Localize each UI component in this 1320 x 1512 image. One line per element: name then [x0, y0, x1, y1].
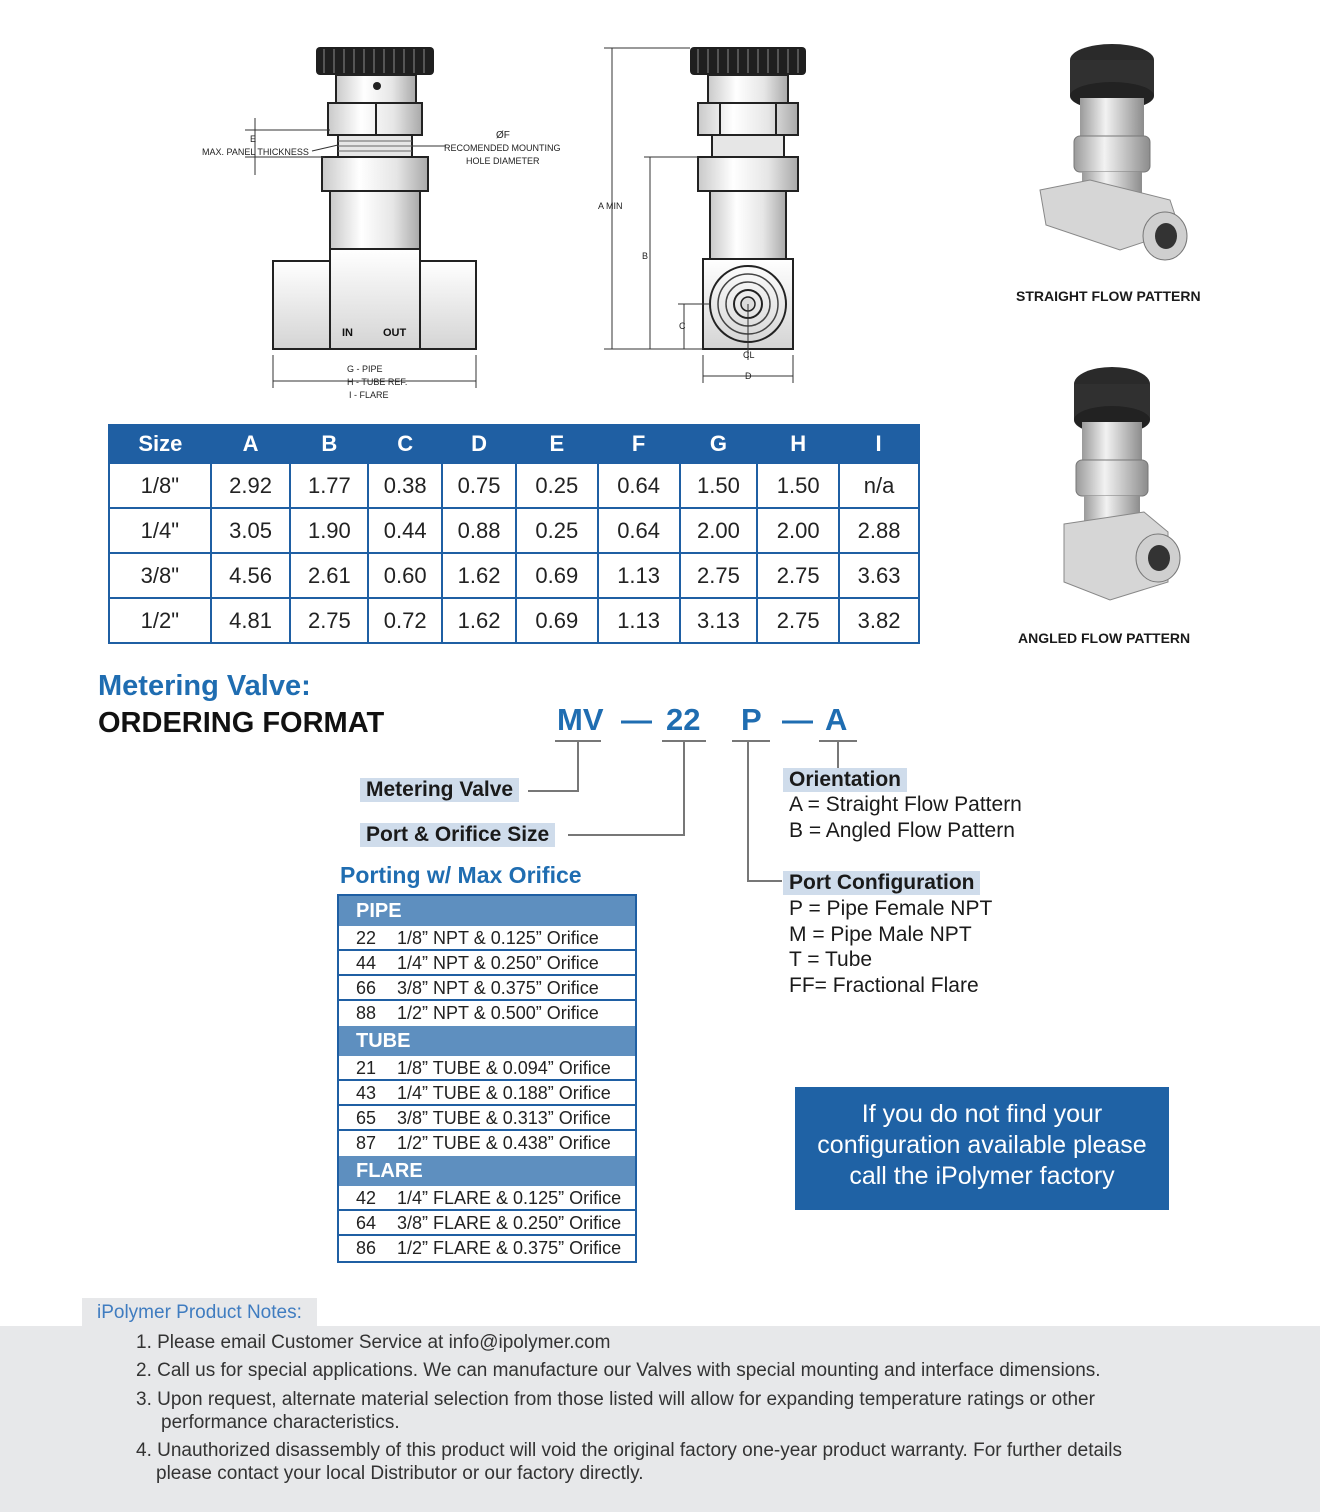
table-cell: 2.75	[757, 553, 839, 598]
note-3-cont: performance characteristics.	[161, 1412, 400, 1433]
b-label: B	[642, 251, 649, 261]
note-4-cont: please contact your local Distributor or our factory directly.	[156, 1463, 644, 1484]
orientation-option: B = Angled Flow Pattern	[789, 819, 1015, 842]
table-cell: 1.62	[442, 598, 516, 643]
porting-row	[339, 1081, 635, 1106]
notes-label: iPolymer Product Notes:	[82, 1298, 317, 1328]
note-4: 4. Unauthorized disassembly of this product will void the original factory one-year product warranty. For further details	[136, 1440, 1122, 1461]
e-label: E	[250, 134, 257, 144]
porting-row	[339, 1211, 635, 1236]
ordering-format-title: ORDERING FORMAT	[98, 707, 385, 739]
porting-code: 86	[356, 1238, 377, 1258]
table-cell: 1.62	[442, 553, 516, 598]
table-cell: 1.13	[598, 598, 680, 643]
table-cell: 0.44	[368, 508, 442, 553]
table-cell: n/a	[839, 463, 919, 508]
porting-desc: 1/4” NPT & 0.250” Orifice	[397, 953, 599, 973]
table-cell: 4.56	[211, 553, 291, 598]
port-config-title: Port Configuration	[783, 871, 980, 895]
table-cell: 2.00	[680, 508, 758, 553]
code-orient: A	[825, 702, 848, 737]
note-1: 1. Please email Customer Service at info@ipolymer.com	[136, 1332, 611, 1353]
orientation-title: Orientation	[783, 768, 907, 792]
metering-valve-label: Metering Valve	[360, 778, 519, 802]
col-header: H	[757, 425, 839, 463]
note-2: 2. Call us for special applications. We can manufacture our Valves with special mounting and interface dimensions.	[136, 1360, 1101, 1381]
porting-desc: 3/8” TUBE & 0.313” Orifice	[397, 1108, 611, 1128]
g-pipe-label: G - PIPE	[347, 364, 383, 374]
porting-row	[339, 1236, 635, 1261]
code-port: P	[741, 702, 762, 737]
table-cell: 1.50	[757, 463, 839, 508]
mounting-label-1: RECOMENDED MOUNTING	[444, 143, 561, 153]
porting-desc: 1/2” NPT & 0.500” Orifice	[397, 1003, 599, 1023]
porting-row	[339, 1001, 635, 1026]
port-config-option: T = Tube	[789, 948, 873, 971]
phi-f-label: ØF	[496, 130, 510, 141]
in-label: IN	[342, 327, 353, 339]
porting-code: 88	[356, 1003, 377, 1023]
table-cell: 2.00	[757, 508, 839, 553]
out-label: OUT	[383, 327, 407, 339]
table-cell: 1.50	[680, 463, 758, 508]
table-cell: 2.92	[211, 463, 291, 508]
table-cell: 1/8"	[109, 463, 211, 508]
porting-group-flare: FLARE	[339, 1156, 635, 1186]
porting-code: 65	[356, 1108, 377, 1128]
table-cell: 1/2"	[109, 598, 211, 643]
table-cell: 3.13	[680, 598, 758, 643]
porting-title: Porting w/ Max Orifice	[340, 862, 582, 888]
col-header: A	[211, 425, 291, 463]
table-cell: 2.75	[290, 598, 368, 643]
code-dash-1: —	[621, 702, 652, 737]
porting-code: 22	[356, 928, 377, 948]
table-cell: 3.05	[211, 508, 291, 553]
col-header: B	[290, 425, 368, 463]
table-cell: 0.25	[516, 463, 598, 508]
col-header: C	[368, 425, 442, 463]
port-config-option: FF= Fractional Flare	[789, 974, 979, 997]
porting-table	[337, 894, 637, 1263]
a-min-label: A MIN	[598, 201, 623, 211]
angled-flow-caption: ANGLED FLOW PATTERN	[1018, 630, 1191, 646]
table-cell: 0.88	[442, 508, 516, 553]
callout-line: If you do not find your	[861, 1100, 1103, 1128]
table-cell: 0.25	[516, 508, 598, 553]
table-cell: 1.77	[290, 463, 368, 508]
port-orifice-label: Port & Orifice Size	[360, 823, 555, 847]
centerline-label: CL	[743, 350, 755, 360]
porting-code: 87	[356, 1133, 377, 1153]
table-cell: 0.64	[598, 463, 680, 508]
porting-desc: 1/8” TUBE & 0.094” Orifice	[397, 1058, 611, 1078]
table-cell: 3/8"	[109, 553, 211, 598]
porting-desc: 3/8” NPT & 0.375” Orifice	[397, 978, 599, 998]
col-header: F	[598, 425, 680, 463]
col-header: G	[680, 425, 758, 463]
porting-row	[339, 1131, 635, 1156]
table-cell: 0.75	[442, 463, 516, 508]
code-size: 22	[666, 702, 701, 737]
table-cell: 0.69	[516, 598, 598, 643]
table-cell: 0.38	[368, 463, 442, 508]
callout-line: configuration available please	[817, 1131, 1147, 1159]
porting-code: 43	[356, 1083, 377, 1103]
metering-valve-title: Metering Valve:	[98, 670, 311, 702]
straight-flow-caption: STRAIGHT FLOW PATTERN	[1016, 288, 1201, 304]
table-cell: 1/4"	[109, 508, 211, 553]
i-flare-label: I - FLARE	[349, 390, 389, 400]
factory-callout	[795, 1087, 1169, 1210]
col-header: E	[516, 425, 598, 463]
porting-desc: 1/4” TUBE & 0.188” Orifice	[397, 1083, 611, 1103]
table-cell: 3.82	[839, 598, 919, 643]
porting-row	[339, 1186, 635, 1211]
porting-desc: 1/2” FLARE & 0.375” Orifice	[397, 1238, 622, 1258]
col-header: Size	[109, 425, 211, 463]
col-header: D	[442, 425, 516, 463]
porting-group-tube: TUBE	[339, 1026, 635, 1056]
port-config-option: M = Pipe Male NPT	[789, 923, 972, 946]
callout-line: call the iPolymer factory	[849, 1162, 1115, 1190]
porting-code: 42	[356, 1188, 377, 1208]
porting-code: 44	[356, 953, 377, 973]
table-cell: 2.61	[290, 553, 368, 598]
col-header: I	[839, 425, 919, 463]
table-cell: 1.90	[290, 508, 368, 553]
porting-row	[339, 976, 635, 1001]
orientation-option: A = Straight Flow Pattern	[789, 793, 1022, 816]
note-3: 3. Upon request, alternate material selection from those listed will allow for expanding temperature ratings or other	[136, 1389, 1095, 1410]
table-cell: 2.75	[757, 598, 839, 643]
code-dash-2: —	[782, 702, 813, 737]
porting-row	[339, 1106, 635, 1131]
porting-row	[339, 1056, 635, 1081]
porting-row	[339, 951, 635, 976]
h-tube-label: H - TUBE REF.	[347, 377, 408, 387]
table-cell: 0.64	[598, 508, 680, 553]
porting-group-pipe: PIPE	[339, 896, 635, 926]
code-mv: MV	[557, 702, 604, 737]
table-cell: 0.69	[516, 553, 598, 598]
mounting-label-2: HOLE DIAMETER	[466, 156, 540, 166]
porting-desc: 1/2” TUBE & 0.438” Orifice	[397, 1133, 611, 1153]
table-cell: 2.75	[680, 553, 758, 598]
table-cell: 0.60	[368, 553, 442, 598]
porting-code: 66	[356, 978, 377, 998]
porting-desc: 3/8” FLARE & 0.250” Orifice	[397, 1213, 622, 1233]
table-cell: 2.88	[839, 508, 919, 553]
porting-desc: 1/8” NPT & 0.125” Orifice	[397, 928, 599, 948]
porting-code: 64	[356, 1213, 377, 1233]
table-cell: 1.13	[598, 553, 680, 598]
c-label: C	[679, 321, 686, 331]
port-config-option: P = Pipe Female NPT	[789, 897, 993, 920]
porting-code: 21	[356, 1058, 377, 1078]
max-panel-label: MAX. PANEL THICKNESS	[202, 147, 309, 157]
porting-desc: 1/4” FLARE & 0.125” Orifice	[397, 1188, 622, 1208]
table-cell: 0.72	[368, 598, 442, 643]
d-label: D	[745, 371, 752, 381]
table-cell: 4.81	[211, 598, 291, 643]
porting-row	[339, 926, 635, 951]
table-cell: 3.63	[839, 553, 919, 598]
